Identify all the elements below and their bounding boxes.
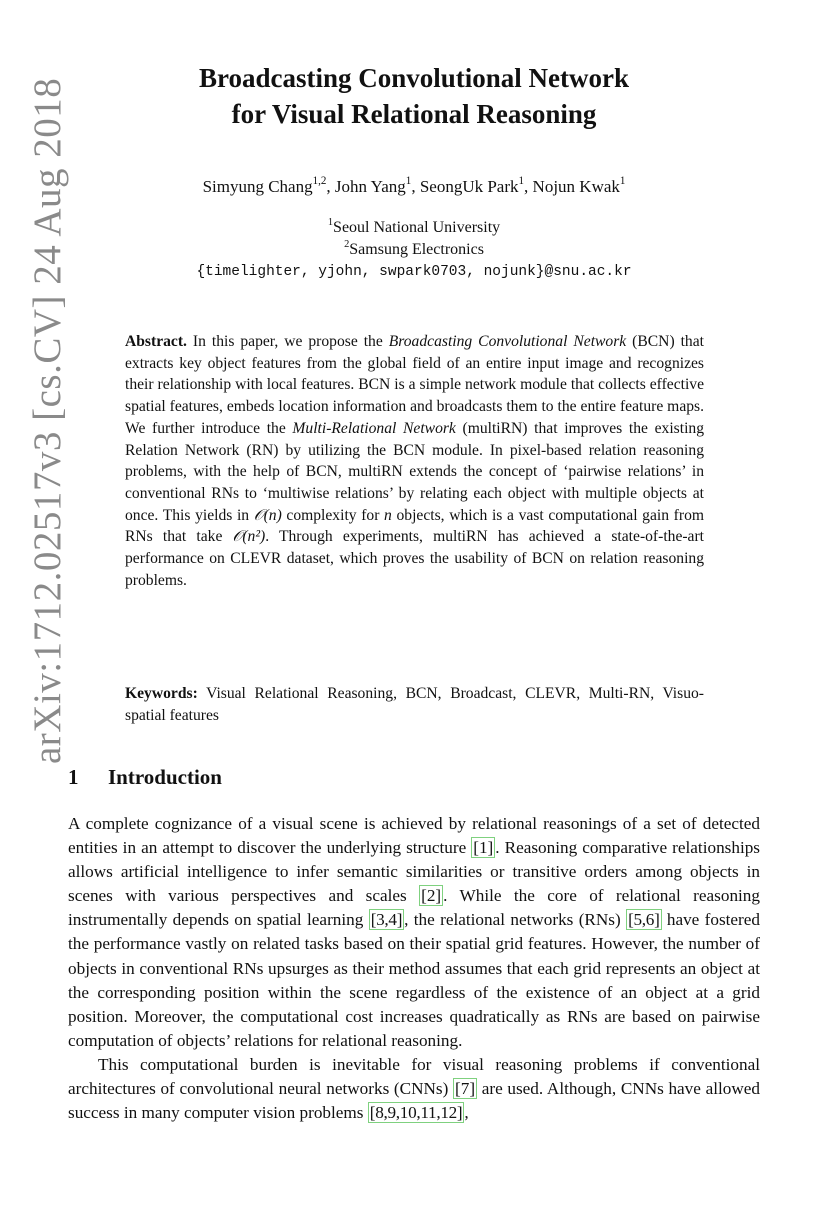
abstract — [125, 331, 704, 591]
affiliation-sup: 1 — [327, 216, 334, 228]
affiliations — [100, 217, 728, 261]
abstract-emphasis: Multi-Relational Network — [292, 419, 456, 437]
abstract-text: . Through experiments, multiRN has achieved a state-of-the-art performance on CLEVR dataset, which proves the usability of BCN on relation reasoning problems. — [125, 528, 705, 589]
affiliation-line — [100, 217, 728, 239]
title-line-2: for Visual Relational Reasoning — [231, 99, 597, 129]
author-emails: {timelighter, yjohn, swpark0703, nojunk}@snu.ac.kr — [196, 264, 632, 280]
affiliation-name: Seoul National University — [333, 219, 501, 236]
paper-title — [100, 60, 728, 132]
paragraph-text: This computational burden is inevitable for visual reasoning problems if conventional architectures of convolutional neural networks (CNNs) — [68, 1054, 760, 1099]
author-affil-sup: 1 — [619, 175, 626, 188]
abstract-math: n — [384, 506, 392, 524]
paragraph-text: , — [464, 1103, 469, 1123]
author-name: SeongUk Park — [419, 177, 519, 196]
section-number: 1 — [68, 765, 79, 789]
author-affil-sup: 1 — [518, 175, 525, 188]
keywords-text: Visual Relational Reasoning, BCN, Broadcast, CLEVR, Multi-RN, Visuo-spatial features — [125, 685, 704, 724]
author-name: John Yang — [334, 177, 406, 196]
abstract-text: (multiRN) that improves the existing Relation Network (RN) by utilizing the BCN module. In pixel-based relation reasoning problems, with the help of BCN, multiRN extends the concept of ‘pairwise relations’ in conventional RNs to ‘multiwise relations’ by relating each object with multiple objects at once. This yields in — [125, 419, 704, 524]
author-affil-sup: 1 — [405, 175, 412, 188]
author-name: Nojun Kwak — [532, 177, 620, 196]
abstract-label: Abstract. — [125, 333, 187, 350]
paragraph-text: . While the core of relational reasoning instrumentally depends on spatial learning — [68, 886, 760, 930]
abstract-emphasis: Broadcasting Convolutional Network — [388, 333, 627, 350]
citation-link[interactable]: [7] — [455, 1079, 476, 1099]
keywords — [125, 683, 704, 726]
intro-body — [68, 812, 760, 1125]
abstract-math: 𝒪(n²) — [232, 528, 266, 546]
citation-link[interactable]: [3,4] — [370, 910, 403, 930]
author-separator: , — [524, 177, 533, 196]
paragraph-text: have fostered the performance vastly on related tasks based on their spatial grid features. However, the number of objects in conventional RNs upsurges as their method assumes that each grid represents an object at the corresponding position within the scene regardless of the existence of an object at a grid position. Moreover, the computational cost increases quadratically as RNs are based on pairwise computation of objects’ relations for relational reasoning. — [68, 910, 761, 1050]
abstract-text: In this paper, we propose the — [186, 333, 389, 350]
author-separator: , — [326, 177, 335, 196]
author-affil-sup: 1,2 — [312, 175, 327, 188]
abstract-text: objects, which is a vast computational gain from RNs that take — [125, 506, 704, 546]
arxiv-stamp: arXiv:1712.02517v3 [cs.CV] 24 Aug 2018 — [26, 77, 69, 764]
affiliation-line — [100, 239, 728, 261]
citation-link[interactable]: [5,6] — [628, 910, 660, 930]
citation-link[interactable]: [8,9,10,11,12] — [369, 1103, 463, 1123]
author-separator: , — [411, 177, 420, 196]
abstract-text: (BCN) that extracts key object features from the global field of an entire input image and recognizes their relationship with local features. BCN is a simple network module that collects effective spatial features, embeds location information and broadcasts them to the entire feature maps. We further introduce the — [125, 333, 704, 437]
paragraph-text: A complete cognizance of a visual scene is achieved by relational reasonings of a set of detected entities in an attempt to discover the underlying structure — [68, 814, 760, 858]
section-title: Introduction — [108, 765, 222, 789]
paragraph — [68, 1053, 760, 1125]
author-list — [100, 174, 728, 200]
paragraph-text: , the relational networks (RNs) — [404, 910, 627, 930]
affiliation-name: Samsung Electronics — [349, 241, 484, 258]
keywords-label: Keywords: — [125, 685, 198, 702]
citation-link[interactable]: [2] — [421, 886, 442, 906]
abstract-math: 𝒪(n) — [253, 506, 282, 524]
title-line-1: Broadcasting Convolutional Network — [198, 63, 630, 93]
paragraph — [68, 812, 760, 1053]
affiliation-sup: 2 — [344, 238, 350, 250]
citation-link[interactable]: [1] — [473, 838, 494, 858]
abstract-text: complexity for — [281, 506, 385, 524]
paragraph-text: . Reasoning comparative relationships allows artificial intelligence to infer semantic similarities or transitive orders among objects in scenes with various perspectives and scales — [68, 838, 760, 906]
paragraph-text: are used. Although, CNNs have allowed success in many computer vision problems — [68, 1079, 760, 1123]
section-heading — [68, 762, 758, 792]
author-name: Simyung Chang — [202, 177, 313, 196]
